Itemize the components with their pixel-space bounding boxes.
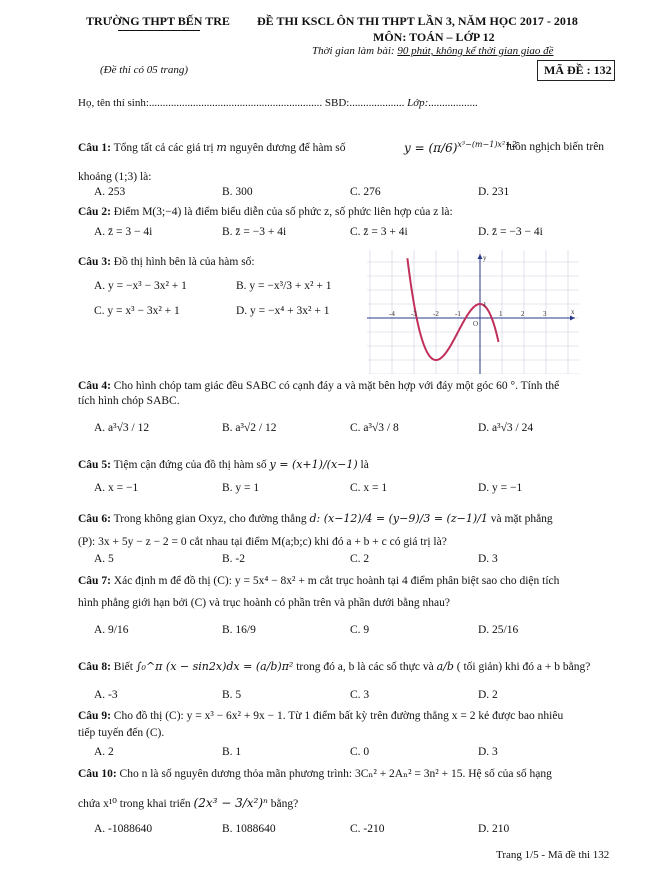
question-7: Câu 7: Xác định m để đồ thị (C): y = 5x⁴ − 8x² + m cắt trục hoành tại 4 điểm phân biệt sao cho diện tích xyxy=(78,575,560,587)
q7-line2: hình phẳng giới hạn bởi (C) và trục hoành có phần trên và phần dưới bằng nhau? xyxy=(78,597,450,609)
q1-line2: khoảng (1;3) là: xyxy=(78,171,152,183)
x-axis-label: x xyxy=(571,308,575,316)
q10-option-b[interactable]: B. 1088640 xyxy=(222,823,276,835)
q9-option-a[interactable]: A. 2 xyxy=(94,746,114,758)
q6-option-d[interactable]: D. 3 xyxy=(478,553,498,565)
q5-option-a[interactable]: A. x = −1 xyxy=(94,482,139,494)
graph-curve xyxy=(407,258,498,360)
q6-line2: (P): 3x + 5y − z − 2 = 0 cắt nhau tại điểm M(a;b;c) khi đó a + b + c có giá trị là? xyxy=(78,536,447,548)
q8-option-b[interactable]: B. 5 xyxy=(222,689,242,701)
question-4: Câu 4: Cho hình chóp tam giác đều SABC có cạnh đáy a và mặt bên hợp với đáy một góc 60 °. Tính thể xyxy=(78,380,560,392)
class-field[interactable]: .................. xyxy=(428,97,478,109)
name-field[interactable]: ............................................................... xyxy=(148,97,323,109)
q1-function: $y = (\pi/6)^{x^3-(m-1)x^2+2}$ xyxy=(404,140,517,155)
question-8: Câu 8: Biết ∫₀^π (x − sin2x)dx = (a/b)π² trong đó a, b là các số thực và a/b ( tối giản) khi đó a + b bằng? xyxy=(78,660,591,673)
q1-option-a[interactable]: A. 253 xyxy=(94,186,126,198)
q8-option-a[interactable]: A. -3 xyxy=(94,689,118,701)
q1-tail: luôn nghịch biến trên xyxy=(506,141,605,153)
sbd-label: SBD: xyxy=(324,97,350,109)
q10-option-d[interactable]: D. 210 xyxy=(478,823,510,835)
question-2: Câu 2: Điểm M(3;−4) là điểm biểu diễn của số phức z, số phức liên hợp của z là: xyxy=(78,206,453,218)
q2-option-b[interactable]: B. z̄ = −3 + 4i xyxy=(222,226,287,238)
sbd-field[interactable]: .................... xyxy=(349,97,405,109)
exam-code: MÃ ĐỀ : 132 xyxy=(544,63,612,77)
q3-option-a[interactable]: A. y = −x³ − 3x² + 1 xyxy=(94,280,187,292)
graph-grid xyxy=(367,250,579,374)
question-9: Câu 9: Cho đồ thị (C): y = x³ − 6x² + 9x − 1. Từ 1 điểm bất kỳ trên đường thẳng x = 2 kẻ được bao nhiêu xyxy=(78,710,564,722)
y-axis-label: y xyxy=(483,254,487,262)
q1-option-b[interactable]: B. 300 xyxy=(222,186,253,198)
x-tick-label: 2 xyxy=(521,310,525,318)
time-line: Thời gian làm bài: 90 phút, không kể thời gian giao đề xyxy=(312,45,554,57)
q5-option-d[interactable]: D. y = −1 xyxy=(478,482,523,494)
q9-line2: tiếp tuyến đến (C). xyxy=(78,727,165,739)
q10-option-a[interactable]: A. -1088640 xyxy=(94,823,153,835)
x-tick-label: -2 xyxy=(433,310,439,318)
question-3: Câu 3: Đồ thị hình bên là của hàm số: xyxy=(78,256,255,268)
x-tick-label: -1 xyxy=(455,310,461,318)
question-5: Câu 5: Tiệm cận đứng của đồ thị hàm số y = (x+1)/(x−1) là xyxy=(78,458,369,471)
x-tick-label: -3 xyxy=(411,310,417,318)
x-axis-arrow xyxy=(570,316,575,321)
q5-option-c[interactable]: C. x = 1 xyxy=(350,482,388,494)
q3-option-b[interactable]: B. y = −x³/3 + x² + 1 xyxy=(236,280,332,292)
q2-option-a[interactable]: A. z̄ = 3 − 4i xyxy=(94,226,153,238)
q9-option-b[interactable]: B. 1 xyxy=(222,746,242,758)
subject-line: MÔN: TOÁN – LỚP 12 xyxy=(373,30,495,44)
page-footer: Trang 1/5 - Mã đề thi 132 xyxy=(496,849,610,861)
student-info-line xyxy=(78,97,478,109)
q4-option-b[interactable]: B. a³√2 / 12 xyxy=(222,422,277,434)
q3-option-c[interactable]: C. y = x³ − 3x² + 1 xyxy=(94,305,180,317)
x-tick-label: -4 xyxy=(389,310,395,318)
question-1: Câu 1: Tổng tất cả các giá trị m nguyên dương để hàm số xyxy=(78,141,346,154)
q6-option-a[interactable]: A. 5 xyxy=(94,553,114,565)
origin-label: O xyxy=(473,320,479,328)
q4-option-c[interactable]: C. a³√3 / 8 xyxy=(350,422,399,434)
q7-option-c[interactable]: C. 9 xyxy=(350,624,370,636)
q6-option-c[interactable]: C. 2 xyxy=(350,553,370,565)
question-6: Câu 6: Trong không gian Oxyz, cho đường thẳng d: (x−12)/4 = (y−9)/3 = (z−1)/1 và mặt phẳng xyxy=(78,512,553,525)
school-name: TRƯỜNG THPT BẾN TRE xyxy=(86,14,230,28)
q9-option-c[interactable]: C. 0 xyxy=(350,746,370,758)
x-tick-label: 3 xyxy=(543,310,547,318)
school-underline xyxy=(118,30,200,31)
q10-option-c[interactable]: C. -210 xyxy=(350,823,385,835)
y-tick-label: 1 xyxy=(483,301,487,309)
q10-line2: chứa x¹⁰ trong khai triển (2x³ − 3/x²)ⁿ bằng? xyxy=(78,796,299,810)
exam-title: ĐỀ THI KSCL ÔN THI THPT LẦN 3, NĂM HỌC 2017 - 2018 xyxy=(257,14,578,28)
q7-option-a[interactable]: A. 9/16 xyxy=(94,624,129,636)
q1-option-c[interactable]: C. 276 xyxy=(350,186,381,198)
q4-option-a[interactable]: A. a³√3 / 12 xyxy=(94,422,150,434)
q2-option-d[interactable]: D. z̄ = −3 − 4i xyxy=(478,226,543,238)
x-tick-label: 1 xyxy=(499,310,503,318)
q4-line2: tích hình chóp SABC. xyxy=(78,395,180,407)
q8-option-c[interactable]: C. 3 xyxy=(350,689,370,701)
question-10: Câu 10: Cho n là số nguyên dương thỏa mãn phương trình: 3Cₙ² + 2Aₙ² = 3n² + 15. Hệ số của số hạng xyxy=(78,768,552,780)
q8-option-d[interactable]: D. 2 xyxy=(478,689,498,701)
q7-option-d[interactable]: D. 25/16 xyxy=(478,624,519,636)
q2-option-c[interactable]: C. z̄ = 3 + 4i xyxy=(350,226,408,238)
q9-option-d[interactable]: D. 3 xyxy=(478,746,498,758)
name-label: Họ, tên thí sinh: xyxy=(78,97,149,109)
q6-option-b[interactable]: B. -2 xyxy=(222,553,245,565)
q3-option-d[interactable]: D. y = −x⁴ + 3x² + 1 xyxy=(236,305,330,317)
q3-graph xyxy=(367,250,579,374)
q7-option-b[interactable]: B. 16/9 xyxy=(222,624,256,636)
q1-option-d[interactable]: D. 231 xyxy=(478,186,510,198)
q4-option-d[interactable]: D. a³√3 / 24 xyxy=(478,422,534,434)
exam-code-box xyxy=(537,60,615,81)
y-axis-arrow xyxy=(478,254,483,259)
pages-note: (Đề thi có 05 trang) xyxy=(100,64,188,76)
class-label: Lớp: xyxy=(407,97,429,109)
q5-option-b[interactable]: B. y = 1 xyxy=(222,482,260,494)
